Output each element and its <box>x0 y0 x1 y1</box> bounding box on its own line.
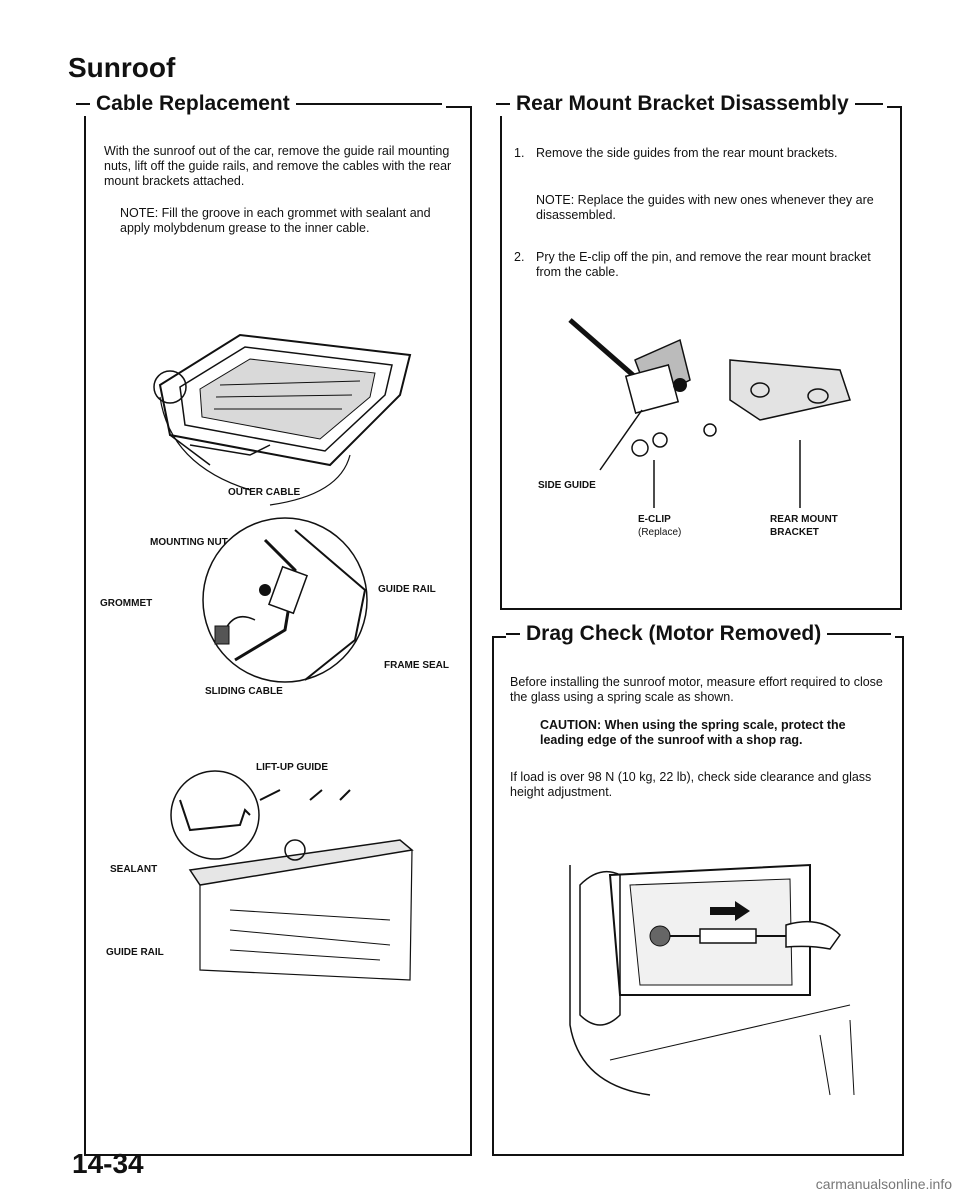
label-grommet: GROMMET <box>100 598 153 609</box>
drag-intro: Before installing the sunroof motor, measure effort required to close the glass using a spring scale as shown. <box>510 675 883 704</box>
label-frame-seal: FRAME SEAL <box>384 660 449 671</box>
rear-mount-bracket-illustration <box>560 310 870 510</box>
label-guide-rail-2: GUIDE RAIL <box>106 947 164 958</box>
footer-watermark: carmanualsonline.info <box>815 1176 952 1192</box>
label-mounting-nut: MOUNTING NUT <box>150 537 228 548</box>
heading-dash <box>76 103 90 105</box>
drag-check-heading <box>506 622 895 646</box>
rear-step-2-text: Pry the E-clip off the pin, and remove the rear mount bracket from the cable. <box>536 250 871 279</box>
sunroof-frame-illustration <box>130 315 430 515</box>
drag-heading-text: Drag Check (Motor Removed) <box>526 622 822 645</box>
rear-step-1-num: 1. <box>514 146 525 160</box>
rear-step-1 <box>514 146 884 161</box>
page-number: 14-34 <box>72 1148 144 1179</box>
label-lift-up-guide: LIFT-UP GUIDE <box>256 762 329 773</box>
rear-note: NOTE: Replace the guides with new ones whenever they are disassembled. <box>536 193 874 222</box>
drag-caution: CAUTION: When using the spring scale, protect the leading edge of the sunroof with a shop rag. <box>540 718 846 747</box>
rear-mount-heading <box>496 92 887 116</box>
heading-rule <box>296 103 442 105</box>
drag-load: If load is over 98 N (10 kg, 22 lb), check side clearance and glass height adjustment. <box>510 770 872 799</box>
guide-rail-illustration <box>150 770 420 1000</box>
rear-heading-text: Rear Mount Bracket Disassembly <box>516 92 849 115</box>
cable-intro: With the sunroof out of the car, remove the guide rail mounting nuts, lift off the guide rails, and remove the cables with the rear mount brackets attached. <box>104 144 452 188</box>
cable-heading-text: Cable Replacement <box>96 92 290 115</box>
heading-rule-3 <box>827 633 891 635</box>
cable-replacement-heading <box>76 92 446 116</box>
label-outer-cable: OUTER CABLE <box>228 487 301 498</box>
heading-rule-2 <box>855 103 883 105</box>
rear-step-2 <box>514 250 884 280</box>
heading-dash-2 <box>496 103 510 105</box>
label-guide-rail: GUIDE RAIL <box>378 584 436 595</box>
label-e-clip: E-CLIP <box>638 514 671 525</box>
cable-note: NOTE: Fill the groove in each grommet with sealant and apply molybdenum grease to the inner cable. <box>120 206 431 235</box>
label-bracket: BRACKET <box>770 527 819 538</box>
label-sliding-cable: SLIDING CABLE <box>205 686 283 697</box>
label-e-clip-replace: (Replace) <box>638 527 682 538</box>
rear-step-2-num: 2. <box>514 250 525 264</box>
label-side-guide: SIDE GUIDE <box>538 480 596 491</box>
label-sealant: SEALANT <box>110 864 158 875</box>
label-rear-mount: REAR MOUNT <box>770 514 838 525</box>
page-title: Sunroof <box>68 52 176 83</box>
heading-dash-3 <box>506 633 520 635</box>
spring-scale-illustration <box>550 845 870 1105</box>
rear-step-1-text: Remove the side guides from the rear mount brackets. <box>536 146 838 160</box>
